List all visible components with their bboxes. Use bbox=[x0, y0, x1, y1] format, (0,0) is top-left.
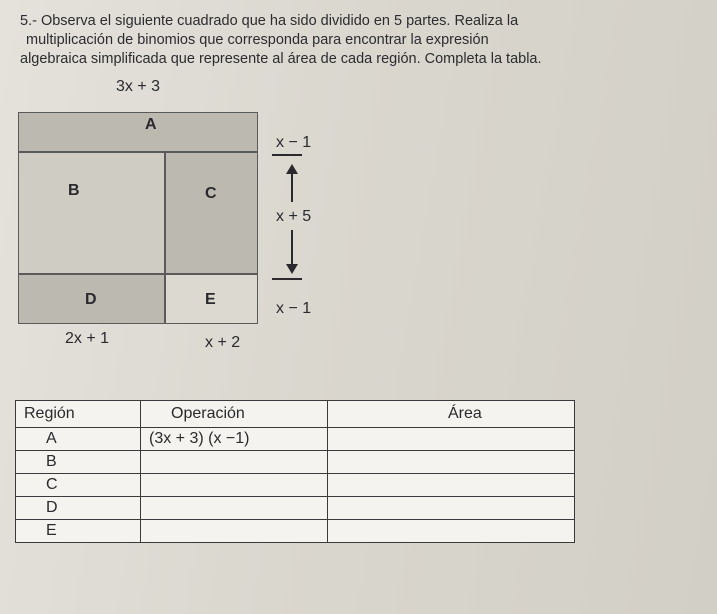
table-row bbox=[16, 497, 575, 520]
table-row bbox=[16, 451, 575, 474]
table-row bbox=[16, 428, 575, 451]
dimension-tick-top bbox=[272, 154, 302, 156]
row-area-field[interactable] bbox=[328, 451, 575, 474]
row-operation-field[interactable] bbox=[141, 520, 328, 543]
row-region: D bbox=[16, 497, 141, 520]
instructions-line-3b: represente al área de cada región. Completa la tabla. bbox=[198, 51, 542, 67]
row-area-field[interactable] bbox=[328, 520, 575, 543]
instructions-line-2: multiplicación de binomios que corresponda para encontrar la expresión bbox=[26, 32, 489, 48]
region-b bbox=[18, 152, 165, 274]
row-region: A bbox=[16, 428, 141, 451]
row-region: C bbox=[16, 474, 141, 497]
row-region: E bbox=[16, 520, 141, 543]
header-region: Región bbox=[16, 401, 141, 428]
bottom-label-2x-plus-1: 2x + 1 bbox=[65, 330, 110, 347]
bottom-label-x-plus-2: x + 2 bbox=[205, 334, 241, 351]
row-operation: (3x + 3) (x −1) bbox=[141, 428, 328, 451]
row-operation-field[interactable] bbox=[141, 497, 328, 520]
table-row bbox=[16, 474, 575, 497]
top-dimension-label: 3x + 3 bbox=[116, 78, 161, 95]
right-label-x-minus-1-top: x − 1 bbox=[276, 134, 312, 151]
right-label-x-plus-5: x + 5 bbox=[276, 208, 312, 225]
instructions-line-3a: algebraica simplificada que bbox=[20, 51, 195, 67]
instructions-line-1: 5.- Observa el siguiente cuadrado que ha sido dividido en 5 partes. Realiza la bbox=[20, 13, 519, 29]
dimension-tick-bottom bbox=[272, 278, 302, 280]
dimension-line-upper bbox=[291, 172, 293, 202]
region-e-label: E bbox=[205, 291, 216, 308]
row-operation-field[interactable] bbox=[141, 474, 328, 497]
region-c bbox=[165, 152, 258, 274]
region-d-label: D bbox=[85, 291, 97, 308]
row-area-field[interactable] bbox=[328, 497, 575, 520]
row-area-field[interactable] bbox=[328, 428, 575, 451]
region-b-label: B bbox=[68, 182, 80, 199]
region-c-label: C bbox=[205, 185, 217, 202]
table-header-row bbox=[16, 401, 575, 428]
row-area-field[interactable] bbox=[328, 474, 575, 497]
regions-table bbox=[15, 400, 575, 543]
arrow-down-icon bbox=[286, 264, 298, 274]
row-operation-field[interactable] bbox=[141, 451, 328, 474]
exercise-instructions bbox=[20, 12, 710, 69]
region-a-label: A bbox=[145, 116, 157, 133]
table-row bbox=[16, 520, 575, 543]
region-a bbox=[18, 112, 258, 152]
header-operation: Operación bbox=[141, 401, 328, 428]
header-area: Área bbox=[328, 401, 575, 428]
right-label-x-minus-1-bottom: x − 1 bbox=[276, 300, 312, 317]
row-region: B bbox=[16, 451, 141, 474]
dimension-line-lower bbox=[291, 230, 293, 266]
